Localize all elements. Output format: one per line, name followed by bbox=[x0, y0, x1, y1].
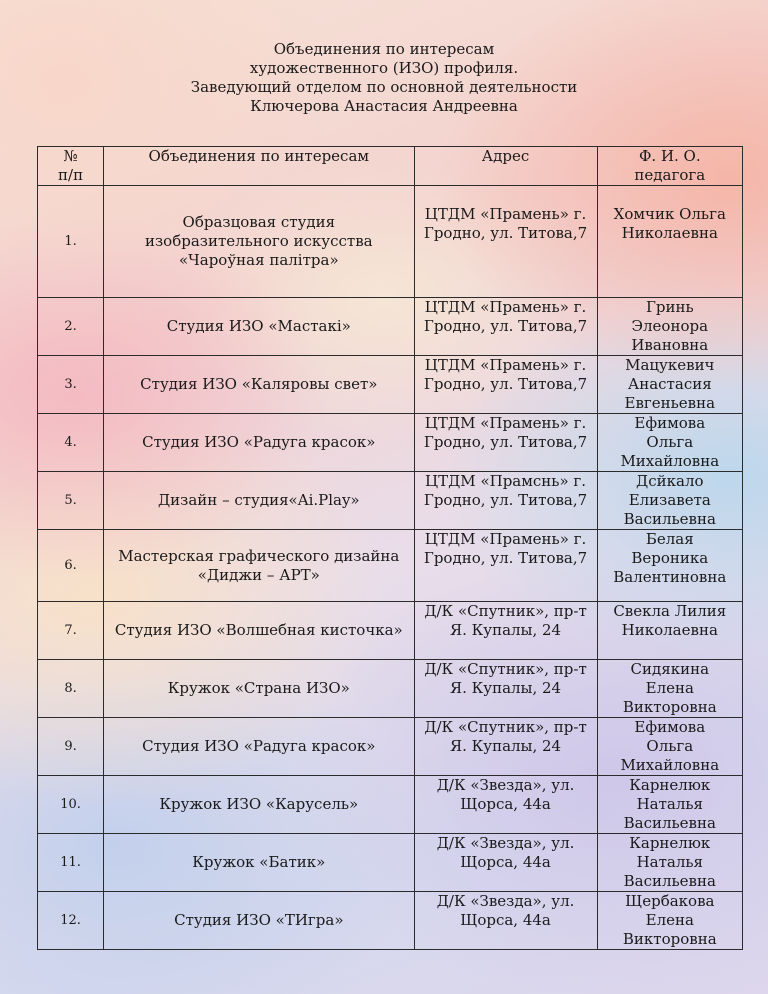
teacher-line: Наталья bbox=[636, 795, 703, 813]
teacher-line: Ольга bbox=[646, 737, 694, 755]
group-name-line: Дизайн – студия«Ai.Play» bbox=[157, 491, 360, 509]
teacher-line: Мацукевич bbox=[625, 356, 715, 374]
group-name-cell bbox=[104, 186, 414, 298]
address-cell bbox=[414, 472, 597, 530]
teacher-line: Николаевна bbox=[621, 621, 718, 639]
group-name-cell bbox=[104, 530, 414, 602]
group-name-line: Студия ИЗО «Волшебная кисточка» bbox=[114, 621, 403, 639]
table-row bbox=[38, 356, 743, 414]
table-row bbox=[38, 298, 743, 356]
teacher-line: Свекла Лилия bbox=[613, 602, 727, 620]
address-line: Гродно, ул. Титова,7 bbox=[423, 491, 588, 509]
group-name-cell bbox=[104, 414, 414, 472]
address-line: ЦТДМ «Прамснь» г. bbox=[425, 472, 587, 490]
table-row bbox=[38, 602, 743, 660]
group-name-cell bbox=[104, 834, 414, 892]
teacher-cell bbox=[597, 834, 742, 892]
teacher-cell bbox=[597, 892, 742, 950]
address-cell bbox=[414, 298, 597, 356]
teacher-line: Наталья bbox=[636, 853, 703, 871]
address-line: ЦТДМ «Прамень» г. bbox=[424, 298, 587, 316]
group-name-line: изобразительного искусства bbox=[145, 232, 373, 250]
column-header-teacher-line-2: педагога bbox=[634, 166, 706, 184]
address-line: ЦТДМ «Прамень» г. bbox=[424, 205, 587, 223]
teacher-line: Карнелюк bbox=[629, 834, 711, 852]
group-name-cell bbox=[104, 602, 414, 660]
table-row bbox=[38, 776, 743, 834]
table-row bbox=[38, 718, 743, 776]
group-name-line: «Диджи – АРТ» bbox=[197, 565, 320, 584]
table-header-row bbox=[38, 147, 743, 186]
address-line: Я. Купалы, 24 bbox=[449, 679, 562, 697]
table-row bbox=[38, 414, 743, 472]
teacher-line: Васильевна bbox=[623, 872, 716, 890]
group-name-line: Кружок «Батик» bbox=[192, 853, 326, 871]
column-header-teacher bbox=[597, 147, 742, 186]
row-number-cell: 11. bbox=[38, 834, 104, 892]
table-row bbox=[38, 472, 743, 530]
table-row bbox=[38, 186, 743, 298]
address-cell bbox=[414, 718, 597, 776]
address-cell bbox=[414, 530, 597, 602]
teacher-line: Ефимова bbox=[634, 414, 706, 432]
header-line-4: Ключерова Анастасия Андреевна bbox=[250, 97, 518, 115]
teacher-line: Элеонора bbox=[631, 317, 709, 335]
group-name-line: Мастерская графического дизайна bbox=[118, 546, 400, 565]
address-line: Гродно, ул. Титова,7 bbox=[423, 549, 588, 567]
teacher-cell bbox=[597, 776, 742, 834]
teacher-line: Хомчик Ольга bbox=[613, 205, 726, 223]
teacher-cell bbox=[597, 414, 742, 472]
address-line: Д/К «Звезда», ул. bbox=[436, 834, 575, 852]
teacher-line: Ивановна bbox=[631, 336, 709, 354]
teacher-line: Михайловна bbox=[620, 452, 720, 470]
address-cell bbox=[414, 414, 597, 472]
teacher-cell bbox=[597, 530, 742, 602]
teacher-cell bbox=[597, 472, 742, 530]
group-name-cell bbox=[104, 718, 414, 776]
teacher-cell bbox=[597, 660, 742, 718]
address-line: Гродно, ул. Титова,7 bbox=[423, 433, 588, 451]
row-number-cell: 5. bbox=[38, 472, 104, 530]
teacher-line: Елена bbox=[645, 911, 694, 929]
teacher-line: Щербакова bbox=[625, 892, 715, 910]
group-name-line: Образцовая студия bbox=[182, 213, 336, 231]
column-header-number-line-2: п/п bbox=[58, 166, 84, 184]
address-line: Щорса, 44а bbox=[460, 795, 551, 813]
address-cell bbox=[414, 356, 597, 414]
teacher-line: Евгеньевна bbox=[624, 394, 716, 412]
group-name-cell bbox=[104, 776, 414, 834]
document-header bbox=[0, 40, 768, 116]
group-name-line: Кружок ИЗО «Карусель» bbox=[159, 795, 359, 813]
teacher-cell bbox=[597, 298, 742, 356]
teacher-line: Михайловна bbox=[620, 756, 720, 774]
teacher-line: Васильевна bbox=[623, 814, 716, 832]
table-row bbox=[38, 892, 743, 950]
address-line: Щорса, 44а bbox=[460, 911, 551, 929]
address-line: Щорса, 44а bbox=[460, 853, 551, 871]
column-header-number bbox=[38, 147, 104, 186]
row-number-cell: 4. bbox=[38, 414, 104, 472]
row-number-cell: 9. bbox=[38, 718, 104, 776]
teacher-cell bbox=[597, 356, 742, 414]
column-header-address: Адрес bbox=[414, 147, 597, 186]
teacher-line: Елена bbox=[645, 679, 694, 697]
group-name-cell bbox=[104, 472, 414, 530]
row-number-cell: 10. bbox=[38, 776, 104, 834]
address-line: Гродно, ул. Титова,7 bbox=[423, 375, 588, 393]
group-name-cell bbox=[104, 356, 414, 414]
address-cell bbox=[414, 776, 597, 834]
address-line: ЦТДМ «Прамень» г. bbox=[424, 414, 587, 432]
address-line: Д/К «Звезда», ул. bbox=[436, 776, 575, 794]
teacher-line: Дсйкало bbox=[636, 472, 704, 490]
address-cell bbox=[414, 892, 597, 950]
address-cell bbox=[414, 186, 597, 298]
group-name-cell bbox=[104, 660, 414, 718]
teacher-line: Викторовна bbox=[622, 930, 717, 948]
address-line: Д/К «Спутник», пр-т bbox=[424, 660, 587, 678]
address-cell bbox=[414, 602, 597, 660]
header-line-2: художественного (ИЗО) профиля. bbox=[249, 59, 519, 77]
teacher-line: Анастасия bbox=[627, 375, 712, 393]
address-cell bbox=[414, 834, 597, 892]
group-name-line: «Чароўная палітра» bbox=[178, 251, 339, 269]
teacher-line: Васильевна bbox=[623, 510, 716, 528]
address-line: Я. Купалы, 24 bbox=[449, 621, 562, 639]
group-name-line: Кружок «Страна ИЗО» bbox=[167, 679, 350, 697]
column-header-name: Объединения по интересам bbox=[104, 147, 414, 186]
teacher-line: Сидякина bbox=[630, 660, 710, 678]
group-name-line: Студия ИЗО «ТИгра» bbox=[174, 911, 344, 929]
address-line: Гродно, ул. Титова,7 bbox=[423, 317, 588, 335]
group-name-cell bbox=[104, 892, 414, 950]
row-number-cell: 6. bbox=[38, 530, 104, 602]
table-row bbox=[38, 660, 743, 718]
teacher-line: Гринь bbox=[645, 298, 694, 316]
interest-groups-table bbox=[37, 146, 743, 950]
row-number-cell: 1. bbox=[38, 186, 104, 298]
address-line: Д/К «Спутник», пр-т bbox=[424, 718, 587, 736]
column-header-number-line-1: № bbox=[63, 147, 78, 165]
header-line-1: Объединения по интересам bbox=[273, 40, 495, 58]
address-line: ЦТДМ «Прамень» г. bbox=[424, 530, 587, 548]
teacher-line: Николаевна bbox=[621, 224, 718, 242]
teacher-line: Белая bbox=[645, 530, 694, 548]
row-number-cell: 2. bbox=[38, 298, 104, 356]
row-number-cell: 12. bbox=[38, 892, 104, 950]
column-header-teacher-line-1: Ф. И. О. bbox=[638, 147, 701, 165]
address-line: Я. Купалы, 24 bbox=[449, 737, 562, 755]
group-name-line: Студия ИЗО «Радуга красок» bbox=[142, 433, 376, 451]
row-number-cell: 7. bbox=[38, 602, 104, 660]
teacher-line: Вероника bbox=[631, 549, 709, 567]
table-row bbox=[38, 530, 743, 602]
address-line: Гродно, ул. Титова,7 bbox=[423, 224, 588, 242]
teacher-line: Викторовна bbox=[622, 698, 717, 716]
address-cell bbox=[414, 660, 597, 718]
address-line: Д/К «Спутник», пр-т bbox=[424, 602, 587, 620]
teacher-line: Валентиновна bbox=[613, 568, 727, 586]
teacher-line: Карнелюк bbox=[629, 776, 711, 794]
group-name-line: Студия ИЗО «Мастакі» bbox=[166, 317, 351, 335]
table-row bbox=[38, 834, 743, 892]
address-line: ЦТДМ «Прамень» г. bbox=[424, 356, 587, 374]
row-number-cell: 3. bbox=[38, 356, 104, 414]
row-number-cell: 8. bbox=[38, 660, 104, 718]
address-line: Д/К «Звезда», ул. bbox=[436, 892, 575, 910]
table-body bbox=[38, 186, 743, 950]
teacher-line: Ефимова bbox=[634, 718, 706, 736]
group-name-line: Студия ИЗО «Радуга красок» bbox=[142, 737, 376, 755]
teacher-line: Елизавета bbox=[628, 491, 711, 509]
teacher-cell bbox=[597, 602, 742, 660]
teacher-cell bbox=[597, 718, 742, 776]
group-name-cell bbox=[104, 298, 414, 356]
header-line-3: Заведующий отделом по основной деятельности bbox=[190, 78, 578, 96]
teacher-cell bbox=[597, 186, 742, 298]
teacher-line: Ольга bbox=[646, 433, 694, 451]
group-name-line: Студия ИЗО «Каляровы свет» bbox=[140, 375, 378, 393]
